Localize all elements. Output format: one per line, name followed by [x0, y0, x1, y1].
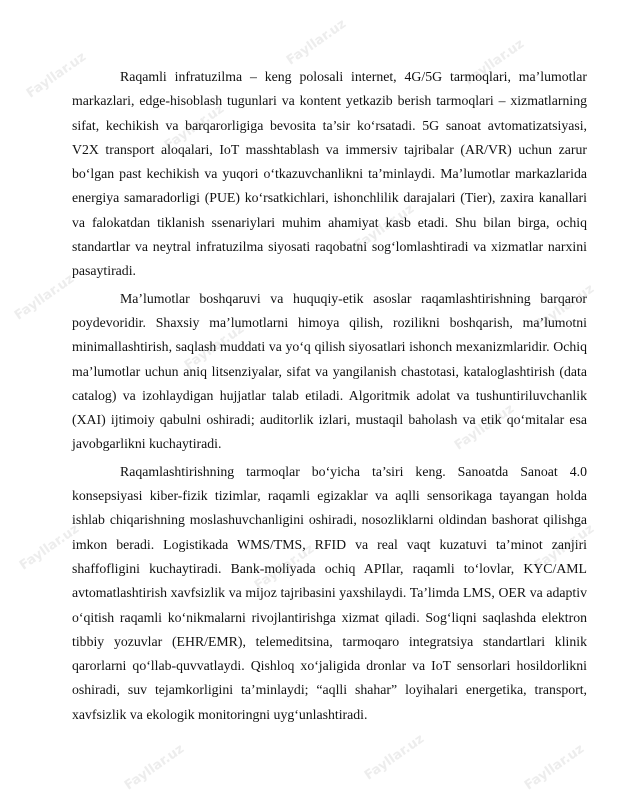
document-body — [72, 65, 587, 730]
watermark-text: Fayllar.uz — [16, 521, 83, 574]
watermark-text: Fayllar.uz — [461, 36, 528, 89]
watermark-text: Fayllar.uz — [11, 271, 78, 324]
watermark-text: Fayllar.uz — [451, 401, 518, 454]
watermark-text: Fayllar.uz — [531, 521, 598, 574]
watermark-text: Fayllar.uz — [531, 281, 598, 334]
paragraph-sector-impact: Raqamlashtirishning tarmoqlar bo‘yicha ta’siri keng. Sanoatda Sanoat 4.0 konsepsiyasi kiber-fizik tizimlar, raqamli egizaklar va aqlli sensorikaga tayangan holda ishlab chiqarishning moslashuvchanligini oshiradi, nosozliklarni oldindan bashorat qilishga imkon beradi. Logistikada WMS/TMS, RFID va real vaqt kuzatuvi ta’minot zanjiri shaffofligini kuchaytiradi. Bank-moliyada ochiq APIlar, raqamli to‘lovlar, KYC/AML avtomatlashtirish xavfsizlik va mijoz tajribasini yaxshilaydi. Ta’limda LMS, OER va adaptiv o‘qitish raqamli ko‘nikmalarni rivojlantirishga xizmat qiladi. Sog‘liqni saqlashda elektron tibbiy yozuvlar (EHR/EMR), telemeditsina, tarmoqaro integratsiya standartlari klinik qarorlarni qo‘llab-quvvatlaydi. Qishloq xo‘jaligida dronlar va IoT sensorlari hosildorlikni oshiradi, suv tejamkorligini ta’minlaydi; “aqlli shahar” loyihalari energetika, transport, xavfsizlik va ekologik monitoringni uyg‘unlashtiradi. — [72, 463, 587, 722]
watermark-text: Fayllar.uz — [361, 731, 428, 784]
paragraph-digital-infrastructure: Raqamli infratuzilma – keng polosali internet, 4G/5G tarmoqlari, ma’lumotlar markazlari, edge-hisoblash tugunlari va kontent yetkazib berish tarmoqlari – xizmatlarning sifat, kechikish va barqarorligiga bevosita ta’sir ko‘rsatadi. 5G sanoat avtomatizatsiyasi, V2X transport aloqalari, IoT masshtablash va immersiv tajribalar (AR/VR) uchun zarur bo‘lgan past kechikish va yuqori o‘tkazuvchanlikni ta’minlaydi. Ma’lumotlar markazlarida energiya samaradorligi (PUE) ko‘rsatkichlari, ishonchlilik darajalari (Tier), zaxira kanallari va falokatdan tiklanish ssenariylari muhim ahamiyat kasb etadi. Shu bilan birga, ochiq standartlar va neytral infratuzilma siyosati raqobatni sog‘lomlashtiradi va xizmatlar narxini pasaytiradi. — [72, 69, 587, 279]
watermark-text: Fayllar.uz — [121, 741, 188, 794]
watermark-text: Fayllar.uz — [251, 541, 318, 594]
watermark-text: Fayllar.uz — [283, 16, 350, 69]
watermark-text: Fayllar.uz — [161, 101, 228, 154]
watermark-text: Fayllar.uz — [351, 201, 418, 254]
watermark-text: Fayllar.uz — [181, 321, 248, 374]
watermark-text: Fayllar.uz — [23, 49, 90, 102]
paragraph-data-governance: Ma’lumotlar boshqaruvi va huquqiy-etik asoslar raqamlashtirishning barqaror poydevoridir. Shaxsiy ma’lumotlarni himoya qilish, rozilikni boshqarish, ma’lumotni minimallashtirish, saqlash muddati va yo‘q qilish siyosatlari ishonch mexanizmlaridir. Ochiq ma’lumotlar uchun aniq litsenziyalar, sifat va yangilanish chastotasi, kataloglashtirish (data catalog) va izohlaydigan hujjatlar talab etiladi. Algoritmik adolat va tushuntiriluvchanlik (XAI) ijtimoiy qabulni oshiradi; auditorlik izlari, mustaqil baholash va etik qo‘mitalar esa javobgarlikni kuchaytiradi. — [72, 290, 587, 452]
watermark-text: Fayllar.uz — [521, 741, 588, 794]
